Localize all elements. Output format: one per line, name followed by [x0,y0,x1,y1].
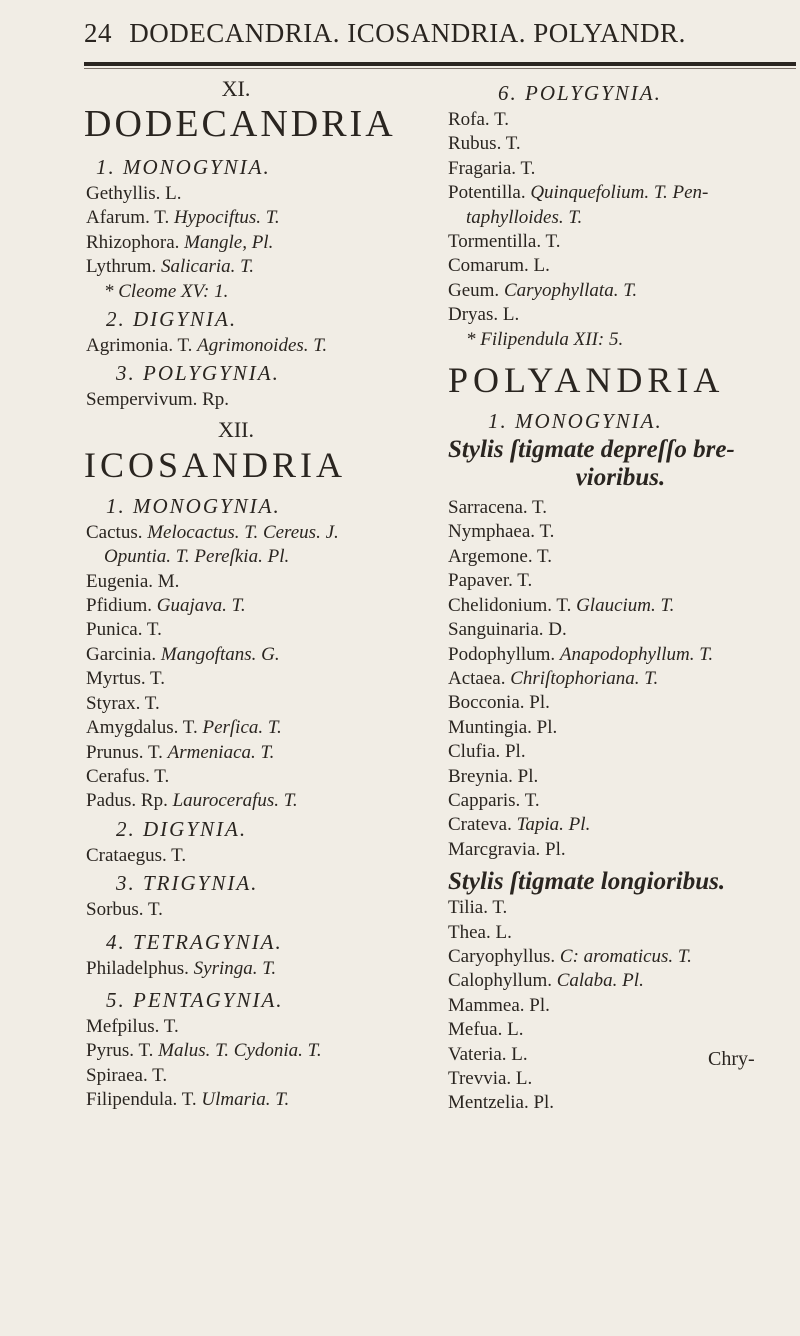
genus-entry [86,741,426,765]
genus-entry [448,994,793,1018]
genus-entry [86,618,426,642]
genus-name: Vateria. L. [448,1043,528,1065]
genus-name: Nymphaea. T. [448,521,555,543]
synonym: Armeniaca. T. [167,741,275,763]
genus-name: Dryas. L. [448,304,520,326]
genus-list [86,957,426,981]
class-number: XI. [221,76,251,101]
subdivision-heading: Stylis ſtigmate longioribus. [448,868,726,896]
genus-entry [448,328,793,352]
genus-entry [448,740,793,764]
genus-entry [448,545,793,569]
synonym: Ulmaria. T. [201,1089,290,1111]
genus-entry [86,1015,426,1039]
genus-entry [448,303,793,327]
genus-name: Sanguinaria. D. [448,619,567,641]
genus-entry [86,388,426,412]
running-header [84,18,784,49]
synonym: Calaba. Pl. [556,970,644,992]
synonym: Opuntia. T. Pereſkia. Pl. [104,546,290,568]
genus-name: Trevvia. L. [448,1068,533,1089]
genus-list [448,108,793,352]
synonym: Agrimonoides. T. [197,335,328,357]
order-heading: 1. MONOGYNIA. [488,409,663,434]
genus-name: Papaver. T. [448,570,533,592]
genus-name: Sorbus. T. [86,899,163,921]
genus-name: Eugenia. M. [86,570,180,592]
genus-name: Mentzelia. Pl. [448,1092,555,1114]
genus-entry [448,132,793,156]
class-title: POLYANDRIA [448,360,725,401]
genus-name: Amygdalus. T. [86,717,203,739]
synonym: Glaucium. T. [576,594,675,616]
genus-entry [86,231,426,255]
genus-entry [86,594,426,618]
page-number: 24 [84,18,112,48]
header-title: DODECANDRIA. ICOSANDRIA. POLYANDR. [129,18,686,48]
order-heading: 4. TETRAGYNIA. [106,929,283,954]
genus-entry [448,1091,793,1115]
genus-name: Muntingia. Pl. [448,716,558,738]
synonym: * Cleome XV: 1. [104,280,229,302]
genus-entry [448,896,793,920]
genus-entry [448,254,793,278]
genus-name: Sempervivum. Rp. [86,389,230,411]
genus-entry [86,692,426,716]
genus-name: Prunus. T. [86,741,168,763]
genus-entry [448,789,793,813]
genus-name: Breynia. Pl. [448,765,539,787]
order-heading: 1. MONOGYNIA. [96,155,271,179]
genus-list [86,844,426,868]
synonym: * Filipendula XII: 5. [466,328,624,350]
genus-entry [86,1064,426,1088]
genus-name: Crateva. [448,814,517,836]
subdivision-heading: Stylis ſtigmate depreſſo bre- [448,436,735,464]
genus-entry [448,618,793,642]
genus-entry [448,206,793,230]
synonym: Tapia. Pl. [516,814,591,836]
genus-name: Caryophyllus. [448,945,560,967]
genus-name: Sarracena. T. [448,497,547,519]
synonym: Malus. T. Cydonia. T. [158,1040,322,1062]
genus-entry [86,206,426,230]
synonym: C: aromaticus. T. [559,945,692,967]
genus-entry [86,643,426,667]
class-title: DODECANDRIA [84,103,396,145]
genus-entry [86,716,426,740]
genus-name: Padus. Rp. [86,790,173,812]
genus-name: Punica. T. [86,619,162,641]
genus-entry [86,765,426,789]
genus-name: Styrax. T. [86,692,160,714]
synonym: Mangle, Pl. [184,231,274,253]
synonym: Quinquefolium. T. Pen- [530,182,709,204]
genus-name: Pyrus. T. [86,1040,159,1062]
synonym: Chriſtophoriana. T. [510,667,659,689]
synonym: Caryophyllata. T. [503,279,638,301]
genus-name: Calophyllum. [448,970,557,992]
catchword: Chry- [708,1048,755,1070]
genus-entry [448,667,793,691]
synonym: Syringa. T. [193,957,277,979]
synonym: Perſica. T. [202,717,282,739]
genus-entry [86,898,426,922]
genus-name: Comarum. L. [448,255,550,277]
genus-name: Pfidium. [86,595,157,617]
genus-name: Argemone. T. [448,545,552,567]
genus-entry [448,691,793,715]
genus-name: Afarum. T. [86,207,174,229]
genus-name: Myrtus. T. [86,668,165,690]
genus-name: Capparis. T. [448,789,540,811]
genus-entry [448,643,793,667]
genus-entry [86,182,426,206]
genus-entry [448,230,793,254]
synonym: Salicaria. T. [160,256,255,278]
genus-list [86,1015,426,1113]
genus-entry [448,594,793,618]
class-number: XII. [217,416,255,442]
genus-entry [448,1018,793,1042]
genus-name: Agrimonia. T. [86,335,198,357]
genus-name: Gethyllis. L. [86,183,182,204]
genus-name: Mammea. Pl. [448,994,550,1016]
synonym: Melocactus. T. Cereus. J. [147,521,339,543]
genus-entry [448,520,793,544]
order-heading: 5. PENTAGYNIA. [106,987,284,1012]
genus-name: Bocconia. Pl. [448,692,550,714]
genus-list [86,521,426,814]
genus-list [448,896,793,1116]
genus-name: Cactus. [86,521,148,543]
genus-entry [448,569,793,593]
genus-name: Thea. L. [448,921,512,943]
synonym: Laurocerafus. T. [172,790,298,812]
genus-name: Lythrum. [86,256,161,278]
genus-list [86,334,426,358]
genus-entry [448,921,793,945]
genus-entry [86,280,426,304]
genus-list [86,388,426,412]
genus-name: Chelidonium. T. [448,594,577,616]
genus-entry [448,108,793,132]
genus-list [448,496,793,862]
genus-entry [86,1088,426,1112]
genus-entry [86,570,426,594]
genus-entry [86,255,426,279]
genus-name: Filipendula. T. [86,1089,202,1111]
header-rule-thin [84,68,796,69]
genus-entry [86,545,426,569]
synonym: Guajava. T. [156,595,246,617]
subdivision-heading-cont: vioribus. [575,464,666,492]
genus-name: Geum. [448,279,504,301]
genus-entry [448,813,793,837]
genus-name: Potentilla. [448,182,531,204]
genus-name: Podophyllum. [448,643,560,665]
synonym: Anapodophyllum. T. [559,643,714,665]
genus-name: Rhizophora. [86,231,185,253]
genus-name: Marcgravia. Pl. [448,838,566,860]
genus-name: Crataegus. T. [86,844,187,866]
genus-name: Tormentilla. T. [448,231,561,253]
genus-list [86,182,426,304]
genus-name: Spiraea. T. [86,1064,168,1086]
genus-name: Philadelphus. [86,957,194,979]
genus-entry [448,181,793,205]
order-heading: 6. POLYGYNIA. [498,81,662,105]
order-heading: 2. DIGYNIA. [106,307,238,332]
order-heading: 2. DIGYNIA. [116,816,248,841]
genus-name: Cerafus. T. [86,765,170,787]
order-heading: 3. TRIGYNIA. [116,871,259,896]
genus-name: Actaea. [448,667,511,689]
synonym: taphylloides. T. [466,206,583,228]
genus-entry [86,957,426,981]
synonym: Mangoftans. G. [160,643,280,665]
genus-entry [448,838,793,862]
genus-name: Clufia. Pl. [448,741,526,763]
genus-entry [448,716,793,740]
genus-entry [448,279,793,303]
header-rule [84,62,796,66]
genus-name: Rofa. T. [448,109,510,130]
genus-entry [86,521,426,545]
genus-entry [448,969,793,993]
left-column [86,78,426,1113]
right-column [448,78,793,1116]
genus-name: Fragaria. T. [448,157,536,179]
genus-entry [448,765,793,789]
genus-entry [86,1039,426,1063]
class-title: ICOSANDRIA [84,444,347,485]
genus-name: Garcinia. [86,643,161,665]
genus-entry [86,667,426,691]
genus-list [86,898,426,922]
genus-entry [86,789,426,813]
genus-name: Mefpilus. T. [86,1015,179,1037]
genus-name: Rubus. T. [448,133,521,155]
genus-entry [448,496,793,520]
genus-entry [448,157,793,181]
genus-entry [86,844,426,868]
order-heading: 1. MONOGYNIA. [106,493,281,518]
genus-entry [86,334,426,358]
synonym: Hypociftus. T. [173,207,280,229]
genus-entry [448,945,793,969]
order-heading: 3. POLYGYNIA. [116,361,280,386]
genus-name: Mefua. L. [448,1019,524,1041]
genus-name: Tilia. T. [448,897,508,919]
